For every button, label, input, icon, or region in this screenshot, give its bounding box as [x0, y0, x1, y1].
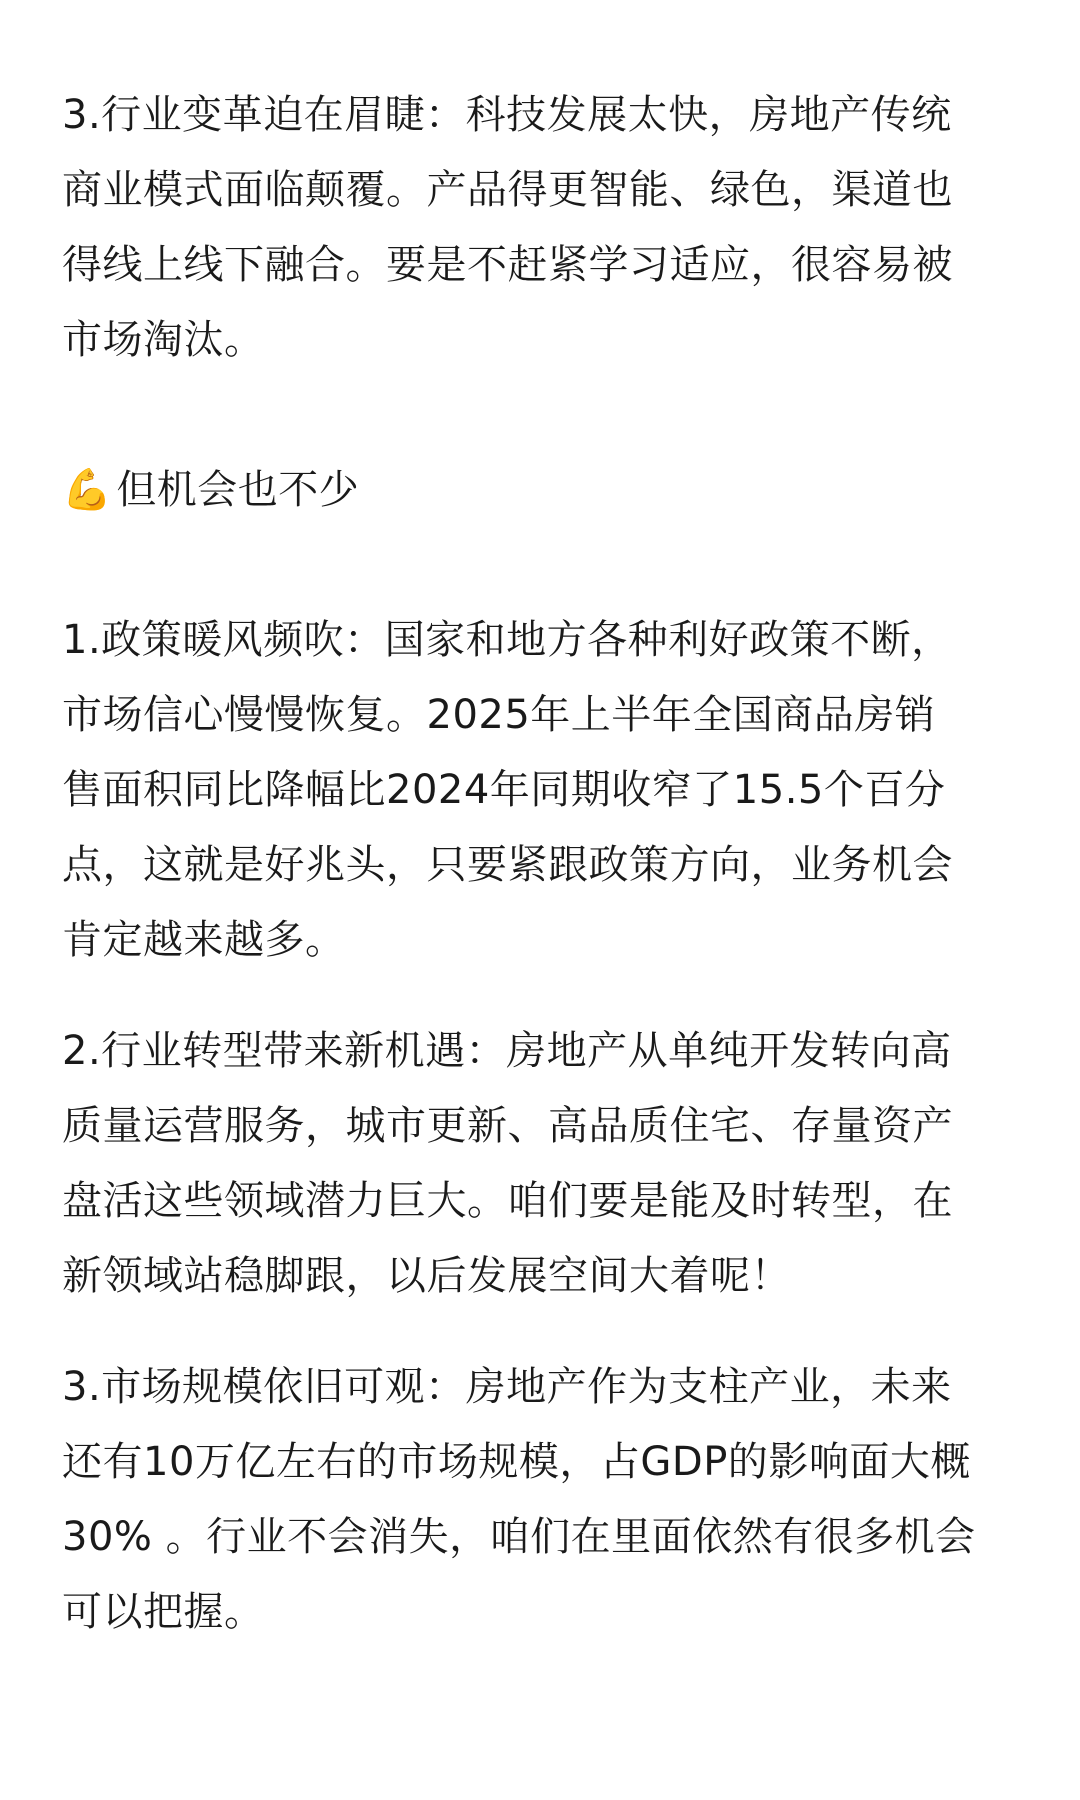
challenge-paragraph-3: 3.行业变革迫在眉睫：科技发展太快，房地产传统 商业模式面临颠覆。产品得更智能、绿色，渠道也 得线上线下融合。要是不赶紧学习适应，很容易被 市场淘汰。: [62, 92, 953, 363]
spacer: [62, 978, 1022, 1014]
flexed-biceps-icon: 💪: [62, 467, 113, 513]
opportunity-heading: [62, 453, 1022, 528]
opportunity-paragraph-2: 2.行业转型带来新机遇：房地产从单纯开发转向高 质量运营服务，城市更新、高品质住宅、存量资产 盘活这些领域潜力巨大。咱们要是能及时转型，在 新领域站稳脚跟，以后发展空间大着呢！: [62, 1028, 953, 1299]
spacer: [62, 528, 1022, 603]
article-body: [62, 78, 1022, 1650]
opportunity-paragraph-3: 3.市场规模依旧可观：房地产作为支柱产业，未来 还有10万亿左右的市场规模，占GDP的影响面大概 30% 。行业不会消失，咱们在里面依然有很多机会 可以把握。: [62, 1364, 976, 1635]
opportunity-paragraph-1: 1.政策暖风频吹：国家和地方各种利好政策不断， 市场信心慢慢恢复。2025年上半年全国商品房销 售面积同比降幅比2024年同期收窄了15.5个百分 点，这就是好兆头，只要紧跟政策方向，业务机会 肯定越来越多。: [62, 617, 953, 963]
opportunity-heading-text: 但机会也不少: [116, 467, 360, 513]
spacer: [62, 1314, 1022, 1350]
spacer: [62, 378, 1022, 453]
